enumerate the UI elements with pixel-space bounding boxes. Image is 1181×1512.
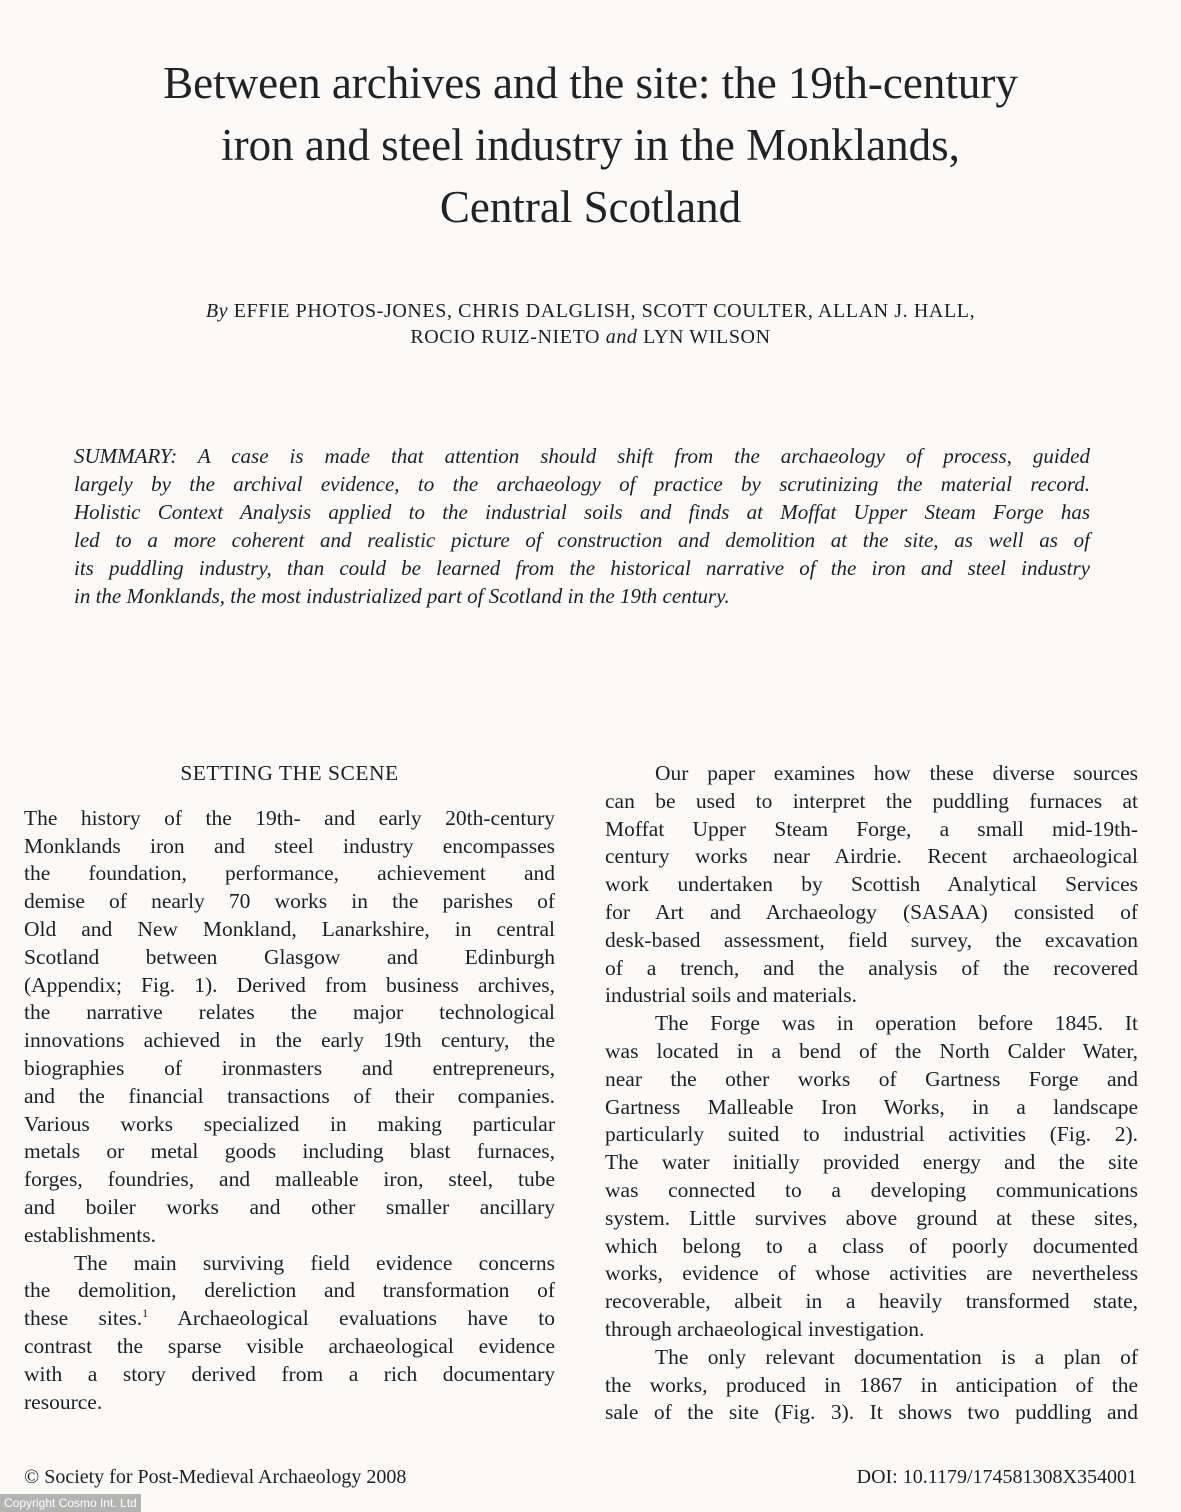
body-line: the demolition, dereliction and transformation of: [24, 1278, 555, 1303]
body-line: Scotland between Glasgow and Edinburgh: [24, 944, 555, 969]
body-line: of a trench, and the analysis of the recovered: [605, 955, 1138, 980]
body-line: near the other works of Gartness Forge and: [605, 1066, 1138, 1091]
body-line: the works, produced in 1867 in anticipation of the: [605, 1372, 1138, 1397]
body-line: was connected to a developing communications: [605, 1177, 1138, 1202]
body-line: system. Little survives above ground at these sites,: [605, 1205, 1138, 1230]
body-line: Moffat Upper Steam Forge, a small mid-19th-: [605, 816, 1138, 841]
body-line: Old and New Monkland, Lanarkshire, in central: [24, 916, 555, 941]
author-names-2a: ROCIO RUIZ-NIETO: [410, 326, 601, 348]
left-column: [24, 760, 555, 1416]
body-line: Monklands iron and steel industry encompasses: [24, 833, 555, 858]
article-title: [40, 52, 1141, 238]
summary-line: largely by the archival evidence, to the archaeology of practice by scrutinizing the material record.: [74, 472, 1090, 496]
summary-line: led to a more coherent and realistic picture of construction and demolition at the site, as well as of: [74, 528, 1090, 552]
body-line: The history of the 19th- and early 20th-century: [24, 805, 555, 830]
body-line: the narrative relates the major technological: [24, 1000, 555, 1025]
body-line: and boiler works and other smaller ancillary: [24, 1194, 555, 1219]
body-line-with-footnote: [24, 1305, 555, 1333]
by-word: By: [205, 300, 229, 322]
author-line-1: [60, 298, 1121, 324]
body-line: industrial soils and materials.: [605, 983, 857, 1008]
summary-line: Holistic Context Analysis applied to the industrial soils and finds at Moffat Upper Steam Forge has: [74, 500, 1090, 524]
author-names-1: EFFIE PHOTOS-JONES, CHRIS DALGLISH, SCOTT COULTER, ALLAN J. HALL,: [233, 300, 976, 322]
body-line: Gartness Malleable Iron Works, in a landscape: [605, 1094, 1138, 1119]
author-list: [60, 298, 1121, 350]
summary-line: its puddling industry, than could be learned from the historical narrative of the iron and steel industry: [74, 556, 1090, 580]
body-line: work undertaken by Scottish Analytical Services: [605, 872, 1138, 897]
body-line: forges, foundries, and malleable iron, steel, tube: [24, 1167, 555, 1192]
body-line: biographies of ironmasters and entrepreneurs,: [24, 1055, 555, 1080]
body-text: these sites.: [24, 1306, 143, 1331]
doi-link[interactable]: DOI: 10.1179/174581308X354001: [856, 1466, 1137, 1488]
footnote-marker[interactable]: 1: [142, 1305, 149, 1320]
body-line: was located in a bend of the North Calder Water,: [605, 1038, 1138, 1063]
watermark-label: Copyright Cosmo Int. Ltd: [0, 1494, 141, 1512]
author-line-2: [60, 324, 1121, 350]
title-line-1: Between archives and the site: the 19th-century: [163, 58, 1018, 108]
body-line: (Appendix; Fig. 1). Derived from business archives,: [24, 972, 555, 997]
section-heading: SETTING THE SCENE: [180, 761, 399, 785]
body-line: desk-based assessment, field survey, the excavation: [605, 927, 1138, 952]
body-line: The main surviving field evidence concerns: [74, 1250, 555, 1275]
body-line: Our paper examines how these diverse sources: [655, 761, 1138, 785]
title-line-3: Central Scotland: [439, 182, 742, 232]
body-line: resource.: [24, 1389, 103, 1414]
body-line: through archaeological investigation.: [605, 1316, 925, 1341]
body-line: establishments.: [24, 1222, 156, 1247]
body-line: metals or metal goods including blast furnaces,: [24, 1139, 555, 1164]
body-text: Archaeological evaluations have to: [177, 1306, 555, 1331]
body-line: which belong to a class of poorly documented: [605, 1233, 1138, 1258]
body-line: for Art and Archaeology (SASAA) consisted of: [605, 899, 1138, 924]
summary-line: SUMMARY: A case is made that attention should shift from the archaeology of process, guided: [74, 444, 1090, 468]
body-line: the foundation, performance, achievement and: [24, 861, 555, 886]
summary-line: in the Monklands, the most industrialized part of Scotland in the 19th century.: [74, 584, 730, 608]
copyright-notice: © Society for Post-Medieval Archaeology 2008: [24, 1466, 407, 1488]
body-line: The Forge was in operation before 1845. It: [655, 1011, 1138, 1036]
body-line: can be used to interpret the puddling furnaces at: [605, 788, 1138, 813]
body-line: recoverable, albeit in a heavily transformed state,: [605, 1289, 1138, 1314]
body-line: with a story derived from a rich documentary: [24, 1361, 555, 1386]
right-column: [605, 760, 1138, 1427]
body-line: and the financial transactions of their companies.: [24, 1083, 555, 1108]
author-names-2b: LYN WILSON: [643, 326, 771, 348]
body-line: Various works specialized in making particular: [24, 1111, 555, 1136]
summary-abstract: [74, 442, 1090, 610]
body-line: demise of nearly 70 works in the parishes of: [24, 889, 555, 914]
body-line: The only relevant documentation is a plan of: [655, 1344, 1138, 1369]
and-word: and: [605, 326, 638, 348]
body-line: contrast the sparse visible archaeological evidence: [24, 1333, 555, 1358]
body-line: sale of the site (Fig. 3). It shows two puddling and: [605, 1400, 1138, 1425]
body-line: innovations achieved in the early 19th century, the: [24, 1028, 555, 1053]
body-line: particularly suited to industrial activities (Fig. 2).: [605, 1122, 1138, 1147]
body-line: century works near Airdrie. Recent archaeological: [605, 844, 1138, 869]
body-line: The water initially provided energy and the site: [605, 1150, 1138, 1175]
title-line-2: iron and steel industry in the Monklands,: [221, 120, 960, 170]
body-line: works, evidence of whose activities are nevertheless: [605, 1261, 1138, 1286]
